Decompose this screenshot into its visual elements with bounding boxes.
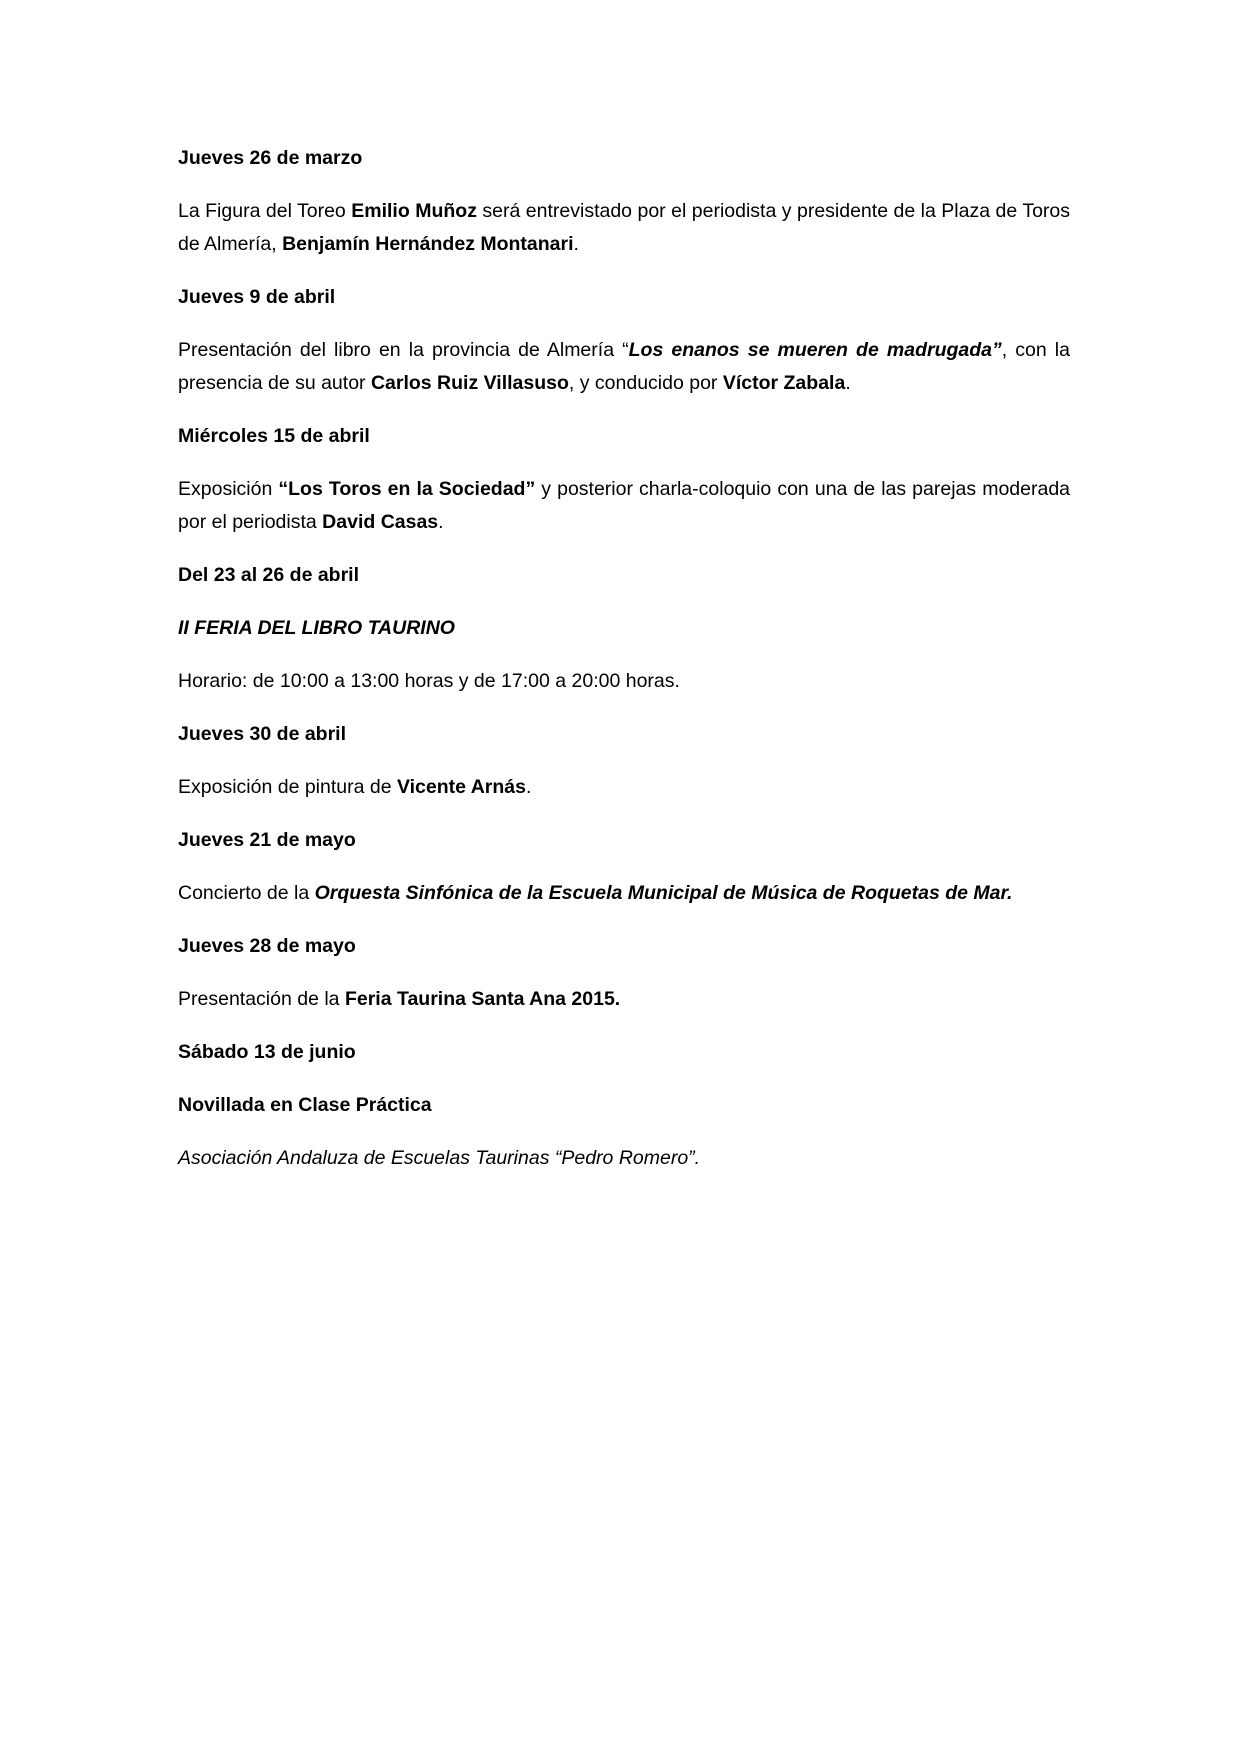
text-run: . xyxy=(438,511,444,533)
event-description xyxy=(178,983,1070,1016)
text-run: . xyxy=(845,372,851,394)
person-name: Benjamín Hernández Montanari xyxy=(282,233,574,255)
person-name: Carlos Ruiz Villasuso xyxy=(370,372,569,394)
fair-name: Feria Taurina Santa Ana 2015. xyxy=(344,988,621,1010)
book-title: Los enanos se mueren de madrugada” xyxy=(628,339,1002,361)
text-run: . xyxy=(573,233,579,255)
event-date-heading: Del 23 al 26 de abril xyxy=(178,564,360,586)
person-name: David Casas xyxy=(322,511,439,533)
text-run: Exposición de pintura de xyxy=(178,776,397,798)
event-date-heading: Jueves 28 de mayo xyxy=(178,935,356,957)
event-description xyxy=(178,877,1070,910)
text-run: . xyxy=(525,776,532,798)
event-date-heading: Miércoles 15 de abril xyxy=(178,425,370,447)
event-description xyxy=(178,334,1070,400)
text-run: Concierto de la xyxy=(178,882,315,904)
text-run: y posterior charla-coloquio con una de las parejas moderada por el periodista xyxy=(178,478,1071,533)
text-run: , con la presencia de su autor xyxy=(178,339,1070,394)
event-date-heading: Jueves 26 de marzo xyxy=(178,147,363,169)
event-title: II FERIA DEL LIBRO TAURINO xyxy=(178,617,455,639)
text-run: será entrevistado por el periodista y presidente de la Plaza de Toros de Almería, xyxy=(178,200,1070,255)
text-run: Presentación de la xyxy=(178,988,345,1010)
text-run: , y conducido por xyxy=(568,372,723,394)
orchestra-name: Orquesta Sinfónica de la Escuela Municipal de Música de Roquetas de Mar. xyxy=(314,882,1013,904)
event-date-heading: Jueves 21 de mayo xyxy=(178,829,356,851)
person-name: Víctor Zabala xyxy=(722,372,846,394)
person-name: Emilio Muñoz xyxy=(351,200,477,222)
text-run: Exposición xyxy=(178,478,279,500)
event-description xyxy=(178,771,1070,804)
event-schedule: Horario: de 10:00 a 13:00 horas y de 17:00 a 20:00 horas. xyxy=(178,670,680,692)
event-description xyxy=(178,195,1070,261)
event-note: Asociación Andaluza de Escuelas Taurinas “Pedro Romero”. xyxy=(178,1147,701,1169)
event-date-heading: Jueves 30 de abril xyxy=(178,723,347,745)
exhibition-title: “Los Toros en la Sociedad” xyxy=(278,478,536,500)
event-description xyxy=(178,473,1070,539)
event-date-heading: Sábado 13 de junio xyxy=(178,1041,356,1063)
event-date-heading: Jueves 9 de abril xyxy=(178,286,336,308)
event-title: Novillada en Clase Práctica xyxy=(178,1094,432,1116)
text-run: Presentación del libro en la provincia de Almería “ xyxy=(178,339,629,361)
text-run: La Figura del Toreo xyxy=(178,200,352,222)
person-name: Vicente Arnás xyxy=(396,776,526,798)
document-page xyxy=(178,142,1070,1175)
